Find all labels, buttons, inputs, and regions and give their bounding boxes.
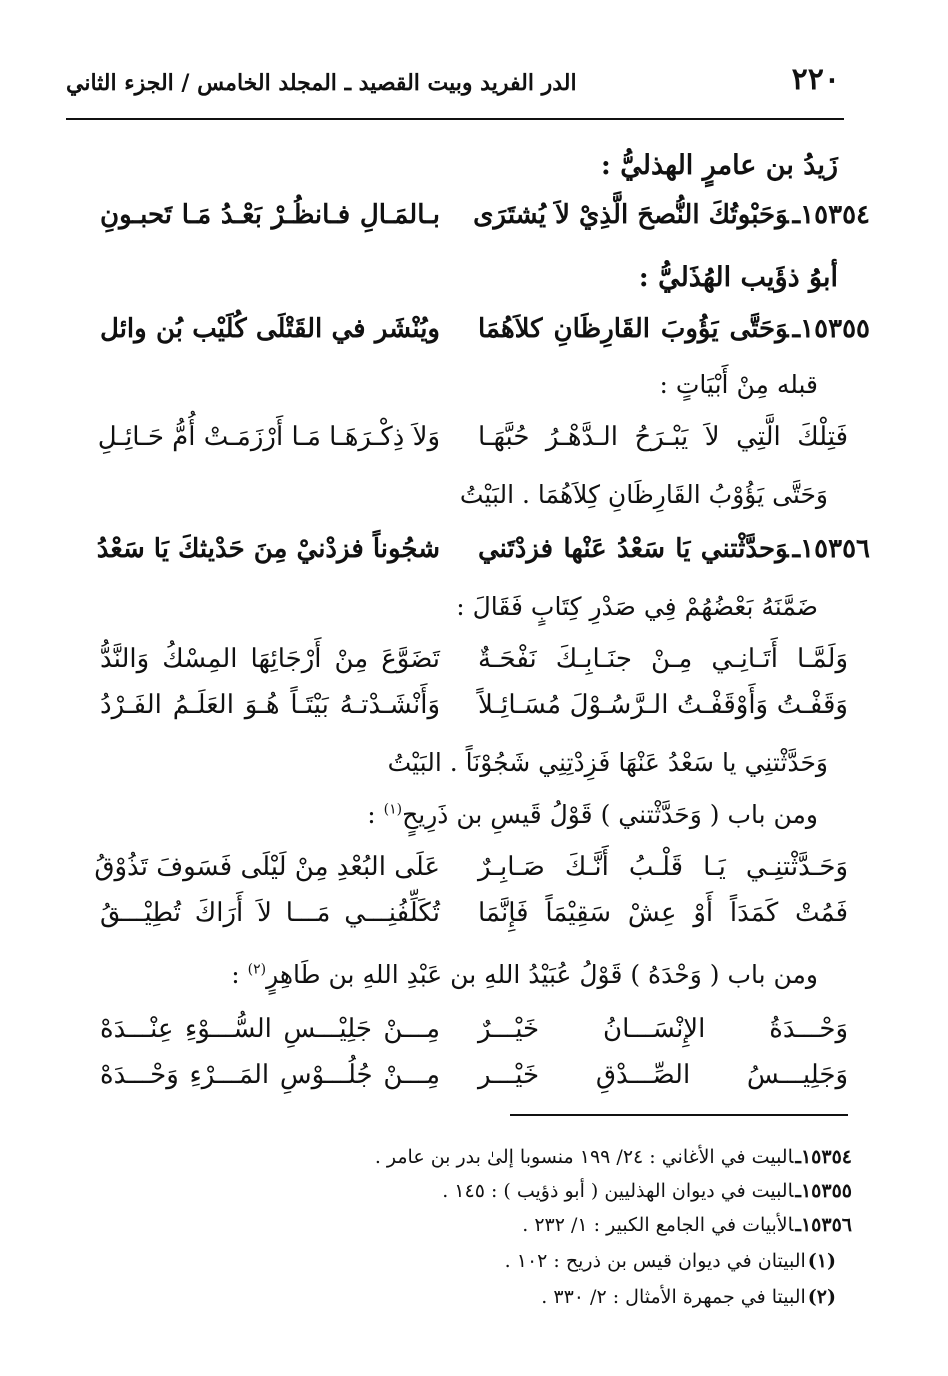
- verse-first-hemistich: وَجَلِيـــسُ الصِّـــدْقِ خَيْـــر: [478, 1060, 848, 1090]
- verse-first-hemistich: ١٥٣٥٥ـوَحَتَّى يَؤُوبَ القَارِظَانِ كلاَهُمَا: [478, 314, 870, 344]
- page-number: ٢٢٠: [791, 62, 840, 97]
- verse-15355: [100, 314, 870, 358]
- verse-quote-line: وَحَتَّى يَؤُوْبُ القَارِظَانِ كِلاَهُمَا . البَيْتُ: [459, 480, 828, 509]
- verse-second-hemistich: شجُوناً فزدْنيْ مِنَ حَدْيثكَ يَا سَعْدُ: [96, 534, 440, 564]
- intro-text: ومن باب ( وَحْدَهُ ) قَوْلُ عُبَيْدُ اللهِ بن عَبْدِ اللهِ بن طَاهِرٍ$^{(٢)}$ :: [231, 960, 818, 989]
- verse-second-hemistich: مِـــنْ جُلُـــوْسِ المَـــرْءِ وَحْـــدَهْ: [100, 1060, 440, 1090]
- verse-second-hemistich: مِـــنْ جَلِيْـــسِ السُّـــوْءِ عِنْـــدَهْ: [100, 1014, 440, 1044]
- footnote: (١)البيتان في ديوان قيس بن ذريح : ١٠٢ .: [504, 1250, 836, 1272]
- verse-first-hemistich: وَحَـدَّثْتنِـي يَـا قَلْـبُ أَنَّـكَ صَـابِـرٌ: [478, 852, 848, 882]
- verse-letter-1: [100, 644, 848, 688]
- verse-first-hemistich: فَمُتْ كَمَدَاً أَوْ عِشْ سَقِيْمَاً فَإِنَّمَا: [478, 898, 848, 928]
- verse-ubaydallah-2: [100, 1060, 848, 1104]
- verse-first-hemistich: فَتِلْكَ الَّتِي لاَ يَبْـرَحُ الـدَّهْـرُ حُبَّهَـا: [478, 422, 848, 452]
- footnote: ١٥٣٥٤ـالبيت في الأغاني : ٢٤/ ١٩٩ منسوبا إلىٰ بدر بن عامر .: [374, 1146, 852, 1168]
- footnote-number: ١٥٣٥٥ـ: [795, 1180, 852, 1202]
- footnote-ref: (٢): [247, 961, 267, 978]
- verse-qays-1: [94, 852, 848, 896]
- verse-second-hemistich: عَلَى البُعْدِ مِنْ لَيْلَى فَسَوفَ تَذُوْقُ: [94, 852, 440, 882]
- verse-number: ١٥٣٥٤ـ: [792, 200, 870, 230]
- footnote-number: (٢): [807, 1286, 836, 1308]
- header-rule: [66, 118, 844, 120]
- footnote: ١٥٣٥٦ـالأبيات في الجامع الكبير : ١/ ٢٣٢ .: [522, 1214, 852, 1236]
- verse-first-hemistich: وَلَمَّـا أَتَـانِـي مِـنْ جنَـابِـكَ نَفْحَـةٌ: [478, 644, 848, 674]
- verse-ubaydallah-1: [100, 1014, 848, 1058]
- verse-second-hemistich: وَأَنْشَـدْتـهُ بَيْتَـاً هُـوَ العَلَـمُ الفَـرْدُ: [100, 690, 440, 720]
- intro-text: قبله مِنْ أَبْيَاتٍ :: [659, 370, 818, 399]
- running-title: الدر الفريد وبيت القصيد ـ المجلد الخامس / الجزء الثاني: [66, 70, 577, 96]
- footnote-number: ١٥٣٥٤ـ: [795, 1146, 852, 1168]
- verse-preceding: [97, 422, 848, 466]
- verse-15354: [100, 200, 870, 244]
- verse-quote-line: وَحَدَّثْتنِي يا سَعْدُ عَنْهَا فَزِدْتِنِي شَجُوْنَاً . البَيْتُ: [387, 748, 828, 777]
- poet-heading-zayd: زَيدُ بن عامرٍ الهذليُّ :: [600, 150, 838, 181]
- footnote-number: ١٥٣٥٦ـ: [795, 1214, 852, 1236]
- verse-first-hemistich: ١٥٣٥٤ـوَحَبْوتُكَ النُّصحَ الَّذِيْ لاَ يُشتَرَى: [473, 200, 870, 230]
- verse-first-hemistich: وَحْـــدَةُ الإِنْسَـــانُ خَيْـــرٌ: [478, 1014, 848, 1044]
- verse-first-hemistich: وَقَفْـتُ وَأَوْقَفْـتُ الـرَّسُـوْلَ مُسَـائِـلاً: [478, 690, 848, 720]
- footnote: (٢)البيتا في جمهرة الأمثال : ٢/ ٣٣٠ .: [541, 1286, 836, 1308]
- intro-text: ومن باب ( وَحَدَّثْتني ) قَوْلُ قَيسِ بن ذَرِيحٍ$^{(١)}$ :: [367, 800, 818, 829]
- footnote-rule: [510, 1114, 848, 1116]
- footnote: ١٥٣٥٥ـالبيت في ديوان الهذليين ( أبو ذؤيب ) : ١٤٥ .: [442, 1180, 852, 1202]
- verse-number: ١٥٣٥٥ـ: [792, 314, 870, 344]
- verse-first-hemistich: ١٥٣٥٦ـوَحدَّثْتني يَا سَعْدُ عَنْها فزدْتَني: [478, 534, 870, 564]
- intro-text: ضَمَّنَهُ بَعْضُهُمْ فِي صَدْرِ كِتَابٍ فَقَالَ :: [456, 592, 818, 621]
- verse-letter-2: [100, 690, 848, 734]
- verse-second-hemistich: تَضَوَّعَ مِنْ أَرْجَائِهَا المِسْكُ وَالنَّدُّ: [100, 644, 440, 674]
- verse-qays-2: [100, 898, 848, 942]
- verse-second-hemistich: تُكَلِّفُنِـــي مَـــا لاَ أَرَاكَ تُطِيْـــقُ: [100, 898, 440, 928]
- footnote-ref: (١): [383, 801, 403, 818]
- footnote-number: (١): [807, 1250, 836, 1272]
- verse-second-hemistich: بـالمَـالِ فـانظُـرْ بَعْـدُ مَـا تَحبـونِ: [100, 200, 440, 230]
- verse-second-hemistich: ويُنْشَر في القَتْلَى كُلَيْب بُن وائل: [100, 314, 440, 344]
- verse-second-hemistich: وَلاَ ذِكْـرَهَـا مَـا أَرْزَمَـتْ أُمُّ حَـائِـلِ: [97, 422, 440, 452]
- poet-heading-abu-dhuayb: أبوُ ذؤَيب الهُذَليُّ :: [638, 262, 838, 293]
- verse-number: ١٥٣٥٦ـ: [792, 534, 870, 564]
- verse-15356: [96, 534, 870, 578]
